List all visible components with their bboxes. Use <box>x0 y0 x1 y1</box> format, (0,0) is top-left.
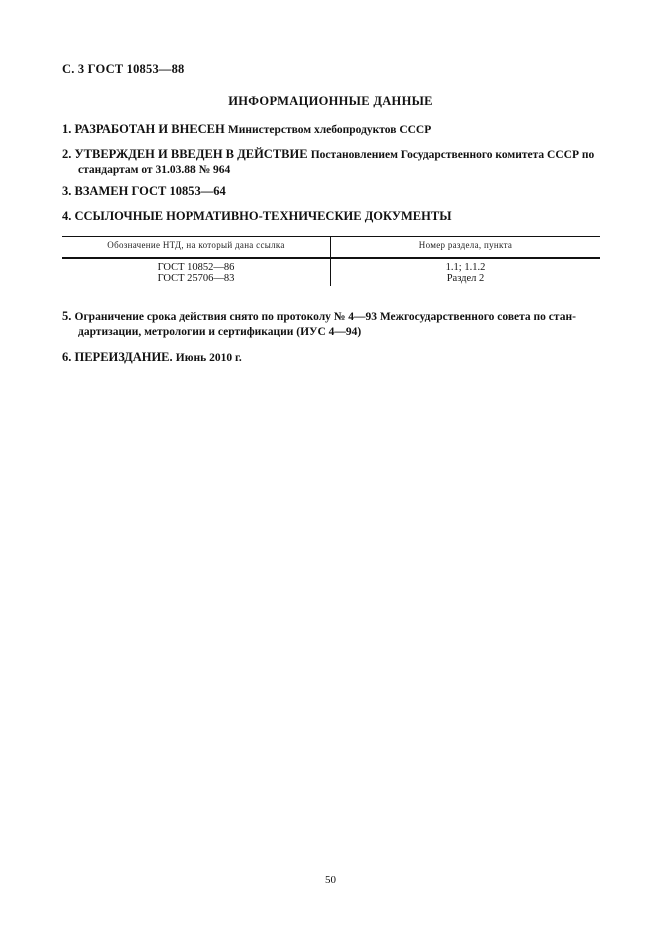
table-header-section: Номер раздела, пункта <box>418 240 513 250</box>
info-item-3 <box>62 184 602 199</box>
table-cell-section-1: 1.1; 1.1.2 <box>445 262 486 273</box>
item-continuation: стандартам от 31.03.88 № 964 <box>78 164 231 176</box>
table-top-rule <box>62 236 600 237</box>
table-header-rule <box>62 257 600 259</box>
table-cell-section-2: Раздел 2 <box>446 273 485 284</box>
table-cell-ntd-2: ГОСТ 25706—83 <box>157 273 235 284</box>
item-lead: РАЗРАБОТАН И ВНЕСЕН <box>74 122 225 136</box>
item-number: 4. <box>62 209 72 223</box>
info-item-5 <box>62 309 602 340</box>
running-header: С. 3 ГОСТ 10853—88 <box>62 62 185 76</box>
page-number: 50 <box>325 874 336 886</box>
item-number: 1. <box>62 122 72 136</box>
item-number: 5. <box>62 309 72 323</box>
item-text: Постановлением Государственного комитета СССР по <box>310 149 595 161</box>
item-lead: ССЫЛОЧНЫЕ НОРМАТИВНО-ТЕХНИЧЕСКИЕ ДОКУМЕНТЫ <box>74 209 452 223</box>
table-cell-ntd-1: ГОСТ 10852—86 <box>157 262 235 273</box>
info-item-6 <box>62 350 602 366</box>
info-item-4 <box>62 209 602 224</box>
item-lead: ПЕРЕИЗДАНИЕ. <box>74 350 173 364</box>
item-lead: ВЗАМЕН ГОСТ 10853—64 <box>74 184 226 198</box>
info-item-2 <box>62 147 602 178</box>
table-header-ntd: Обозначение НТД, на который дана ссылка <box>107 240 285 250</box>
info-item-1 <box>62 122 602 138</box>
item-continuation: дартизации, метрологии и сертификации (ИУС 4—94) <box>78 326 362 338</box>
item-number: 2. <box>62 147 72 161</box>
item-text: Министерством хлебопродуктов СССР <box>227 124 432 136</box>
section-title: ИНФОРМАЦИОННЫЕ ДАННЫЕ <box>228 94 433 108</box>
item-text: Ограничение срока действия снято по протоколу № 4—93 Межгосударственного совета по стан- <box>74 311 576 323</box>
item-number: 6. <box>62 350 72 364</box>
item-text: Июнь 2010 г. <box>175 352 242 364</box>
item-number: 3. <box>62 184 72 198</box>
item-lead: УТВЕРЖДЕН И ВВЕДЕН В ДЕЙСТВИЕ <box>74 147 308 161</box>
